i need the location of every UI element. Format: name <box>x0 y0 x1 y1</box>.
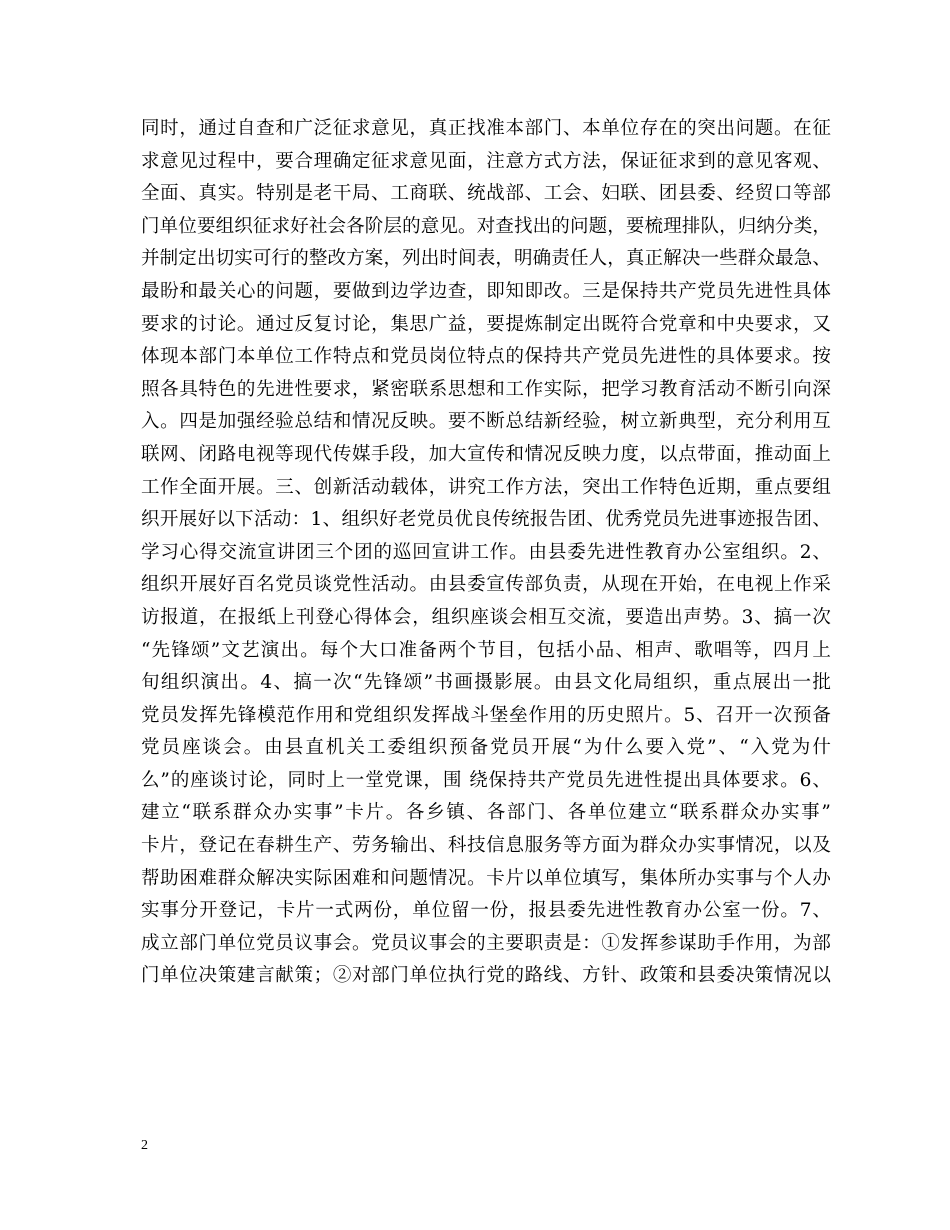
text-line: 入。四是加强经验总结和情况反映。要不断总结新经验，树立新典型，充分利用互 <box>141 411 831 433</box>
text-line: 全面、真实。特别是老干局、工商联、统战部、工会、妇联、团县委、经贸口等部 <box>141 183 831 205</box>
text-line: 帮助困难群众解决实际困难和问题情况。卡片以单位填写，集体所办实事与个人办 <box>141 867 831 889</box>
text-line: 要求的讨论。通过反复讨论，集思广益，要提炼制定出既符合党章和中央要求，又 <box>141 313 831 335</box>
text-line: 党员发挥先锋模范作用和党组织发挥战斗堡垒作用的历史照片。5、召开一次预备 <box>141 704 831 726</box>
text-line: 门单位要组织征求好社会各阶层的意见。对查找出的问题，要梳理排队，归纳分类， <box>141 215 832 237</box>
text-line: 么”的座谈讨论，同时上一堂党课，围 绕保持共产党员先进性提出具体要求。6、 <box>141 769 831 791</box>
text-line: 照各具特色的先进性要求，紧密联系思想和工作实际，把学习教育活动不断引向深 <box>141 378 831 400</box>
text-line: 实事分开登记，卡片一式两份，单位留一份，报县委先进性教育办公室一份。7、 <box>141 900 831 922</box>
text-line: 学习心得交流宣讲团三个团的巡回宣讲工作。由县委先进性教育办公室组织。2、 <box>141 541 831 563</box>
page-number: 2 <box>141 1138 148 1153</box>
text-line: 最盼和最关心的问题，要做到边学边查，即知即改。三是保持共产党员先进性具体 <box>141 280 831 302</box>
text-line: 组织开展好百名党员谈党性活动。由县委宣传部负责，从现在开始，在电视上作采 <box>141 574 831 596</box>
text-line: 党员座谈会。由县直机关工委组织预备党员开展“为什么要入党”、“入党为什 <box>141 737 831 759</box>
text-line: 建立“联系群众办实事”卡片。各乡镇、各部门、各单位建立“联系群众办实事” <box>141 802 831 824</box>
text-line: 门单位决策建言献策；②对部门单位执行党的路线、方针、政策和县委决策情况以 <box>141 965 831 987</box>
text-line: 联网、闭路电视等现代传媒手段，加大宣传和情况反映力度，以点带面，推动面上 <box>141 443 831 465</box>
text-line: “先锋颂”文艺演出。每个大口准备两个节目，包括小品、相声、歌唱等，四月上 <box>141 639 831 661</box>
text-line: 织开展好以下活动：1、组织好老党员优良传统报告团、优秀党员先进事迹报告团、 <box>141 509 831 531</box>
body-text <box>141 113 831 993</box>
text-line: 工作全面开展。三、创新活动载体，讲究工作方法，突出工作特色近期，重点要组 <box>141 476 831 498</box>
text-line: 访报道，在报纸上刊登心得体会，组织座谈会相互交流，要造出声势。3、搞一次 <box>141 606 831 628</box>
text-line: 体现本部门本单位工作特点和党员岗位特点的保持共产党员先进性的具体要求。按 <box>141 346 831 368</box>
text-line: 卡片，登记在春耕生产、劳务输出、科技信息服务等方面为群众办实事情况，以及 <box>141 835 831 857</box>
text-line: 求意见过程中，要合理确定征求意见面，注意方式方法，保证征求到的意见客观、 <box>141 150 831 172</box>
text-line: 并制定出切实可行的整改方案，列出时间表，明确责任人，真正解决一些群众最急、 <box>141 248 832 270</box>
text-line: 同时，通过自查和广泛征求意见，真正找准本部门、本单位存在的突出问题。在征 <box>141 118 831 139</box>
text-line: 成立部门单位党员议事会。党员议事会的主要职责是：①发挥参谋助手作用，为部 <box>141 932 831 954</box>
text-line: 旬组织演出。4、搞一次“先锋颂”书画摄影展。由县文化局组织，重点展出一批 <box>141 672 831 694</box>
